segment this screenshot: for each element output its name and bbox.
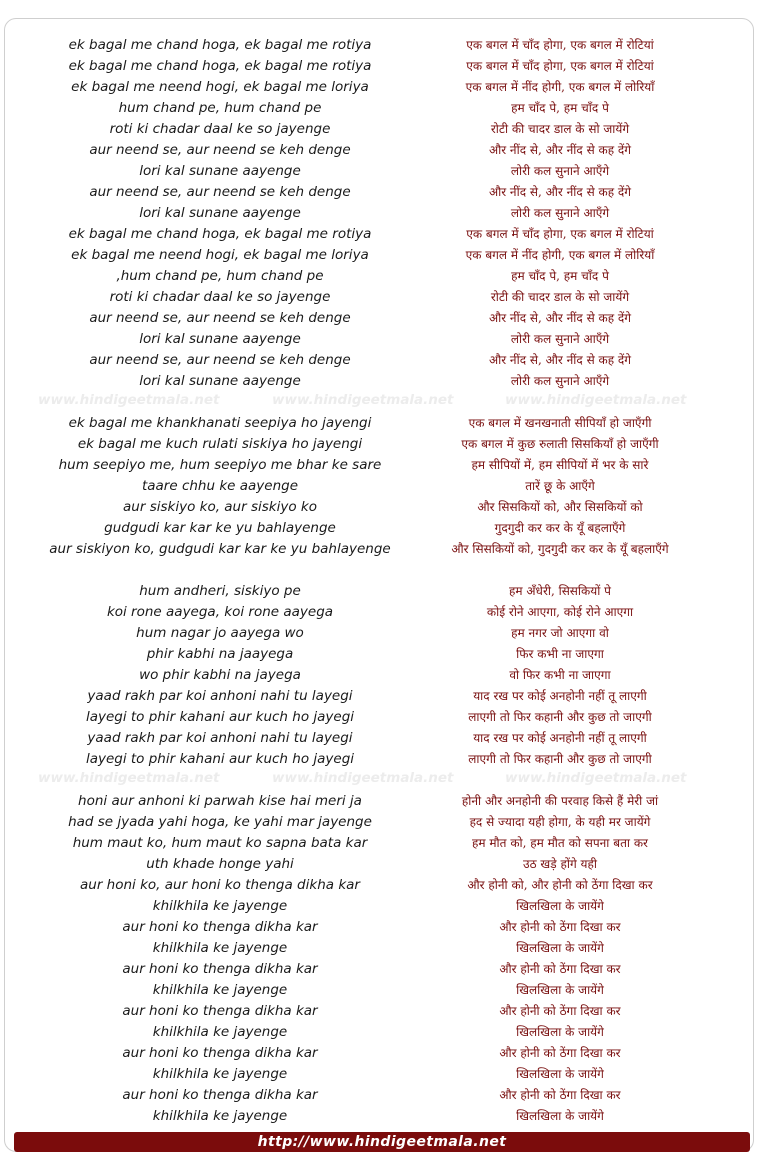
lyric-roman: uth khade honge yahi xyxy=(146,856,294,872)
lyric-line xyxy=(0,833,760,854)
lyric-line xyxy=(0,1085,760,1106)
watermark-row xyxy=(0,770,760,790)
lyric-devanagari: खिलखिला के जायेंगे xyxy=(516,1109,604,1123)
lyric-line xyxy=(0,371,760,392)
lyric-devanagari: और नींद से, और नींद से कह देंगे xyxy=(488,185,632,199)
lyric-devanagari: और होनी को ठेंगा दिखा कर xyxy=(499,920,621,934)
lyric-devanagari: वो फिर कभी ना जाएगा xyxy=(509,668,611,682)
lyric-line xyxy=(0,182,760,203)
lyric-line xyxy=(0,980,760,1001)
lyric-roman: khilkhila ke jayenge xyxy=(152,1108,288,1124)
lyric-roman: hum seepiyo me, hum seepiyo me bhar ke sare xyxy=(58,457,382,473)
lyric-devanagari: खिलखिला के जायेंगे xyxy=(516,899,604,913)
lyric-devanagari: उठ खड़े होंगे यही xyxy=(523,857,597,871)
lyric-devanagari: खिलखिला के जायेंगे xyxy=(516,941,604,955)
watermark-text: www.hindigeetmala.net xyxy=(505,392,687,408)
lyric-line xyxy=(0,119,760,140)
lyric-devanagari: और होनी को, और होनी को ठेंगा दिखा कर xyxy=(467,878,653,892)
lyric-line xyxy=(0,1043,760,1064)
lyric-line xyxy=(0,539,760,560)
lyric-devanagari: और सिसकियों को, गुदगुदी कर कर के यूँ बहलाएँगे xyxy=(451,542,669,556)
lyric-roman: gudgudi kar kar ke yu bahlayenge xyxy=(104,520,336,536)
lyric-roman: aur honi ko, aur honi ko thenga dikha kar xyxy=(80,877,360,893)
lyric-roman: aur neend se, aur neend se keh denge xyxy=(89,142,351,158)
lyric-roman: aur neend se, aur neend se keh denge xyxy=(89,310,351,326)
lyric-line xyxy=(0,1064,760,1085)
lyric-devanagari: एक बगल में चाँद होगा, एक बगल में रोटियां xyxy=(466,38,654,52)
lyric-roman: aur honi ko thenga dikha kar xyxy=(122,1087,318,1103)
lyric-roman: aur siskiyo ko, aur siskiyo ko xyxy=(123,499,317,515)
footer-bar xyxy=(14,1132,750,1152)
watermark-text: www.hindigeetmala.net xyxy=(272,392,454,408)
lyric-devanagari: एक बगल में चाँद होगा, एक बगल में रोटियां xyxy=(466,59,654,73)
lyric-line xyxy=(0,140,760,161)
lyric-line xyxy=(0,518,760,539)
lyric-roman: hum andheri, siskiyo pe xyxy=(139,583,301,599)
lyric-devanagari: रोटी की चादर डाल के सो जायेंगे xyxy=(490,122,630,136)
lyric-line xyxy=(0,854,760,875)
lyric-devanagari: लाएगी तो फिर कहानी और कुछ तो जाएगी xyxy=(468,710,652,724)
lyric-line xyxy=(0,455,760,476)
lyric-roman: ek bagal me chand hoga, ek bagal me rotiya xyxy=(68,58,372,74)
lyric-devanagari: और नींद से, और नींद से कह देंगे xyxy=(488,311,632,325)
lyric-roman: aur neend se, aur neend se keh denge xyxy=(89,352,351,368)
lyric-devanagari: याद रख पर कोई अनहोनी नहीं तू लाएगी xyxy=(473,689,647,703)
lyric-roman: layegi to phir kahani aur kuch ho jayegi xyxy=(85,709,355,725)
lyric-line xyxy=(0,413,760,434)
lyric-roman: khilkhila ke jayenge xyxy=(152,982,288,998)
lyric-roman: ek bagal me chand hoga, ek bagal me rotiya xyxy=(68,226,372,242)
lyric-line xyxy=(0,203,760,224)
lyric-devanagari: खिलखिला के जायेंगे xyxy=(516,1067,604,1081)
lyric-roman: roti ki chadar daal ke so jayenge xyxy=(109,121,331,137)
lyric-line xyxy=(0,581,760,602)
lyric-line xyxy=(0,245,760,266)
lyric-roman: yaad rakh par koi anhoni nahi tu layegi xyxy=(87,730,353,746)
lyric-line xyxy=(0,308,760,329)
lyric-roman: ek bagal me kuch rulati siskiya ho jayengi xyxy=(77,436,363,452)
lyric-roman: khilkhila ke jayenge xyxy=(152,1066,288,1082)
lyric-line xyxy=(0,707,760,728)
lyric-roman: had se jyada yahi hoga, ke yahi mar jayenge xyxy=(68,814,372,830)
lyric-roman: aur honi ko thenga dikha kar xyxy=(122,961,318,977)
lyric-line xyxy=(0,287,760,308)
lyric-devanagari: लाएगी तो फिर कहानी और कुछ तो जाएगी xyxy=(468,752,652,766)
lyric-roman: roti ki chadar daal ke so jayenge xyxy=(109,289,331,305)
lyric-roman: khilkhila ke jayenge xyxy=(152,940,288,956)
lyric-roman: lori kal sunane aayenge xyxy=(139,373,301,389)
lyric-line xyxy=(0,1001,760,1022)
lyric-devanagari: लोरी कल सुनाने आएँगे xyxy=(510,332,610,346)
lyric-devanagari: खिलखिला के जायेंगे xyxy=(516,983,604,997)
lyric-line xyxy=(0,350,760,371)
lyric-devanagari: हम मौत को, हम मौत को सपना बता कर xyxy=(472,836,648,850)
lyric-devanagari: हद से ज्यादा यही होगा, के यही मर जायेंगे xyxy=(469,815,651,829)
lyric-line xyxy=(0,98,760,119)
lyric-line xyxy=(0,917,760,938)
lyric-roman: aur honi ko thenga dikha kar xyxy=(122,1003,318,1019)
lyric-devanagari: तारें छू के आएँगे xyxy=(525,479,595,493)
lyric-roman: hum maut ko, hum maut ko sapna bata kar xyxy=(72,835,368,851)
lyric-line xyxy=(0,161,760,182)
lyric-devanagari: रोटी की चादर डाल के सो जायेंगे xyxy=(490,290,630,304)
lyric-devanagari: एक बगल में नींद होगी, एक बगल में लोरियाँ xyxy=(465,248,655,262)
lyric-devanagari: हम नगर जो आएगा वो xyxy=(511,626,609,640)
lyric-devanagari: और होनी को ठेंगा दिखा कर xyxy=(499,1004,621,1018)
lyric-line xyxy=(0,623,760,644)
lyric-devanagari: और होनी को ठेंगा दिखा कर xyxy=(499,962,621,976)
lyric-roman: ,hum chand pe, hum chand pe xyxy=(116,268,324,284)
lyric-roman: koi rone aayega, koi rone aayega xyxy=(106,604,334,620)
lyric-devanagari: हम चाँद पे, हम चाँद पे xyxy=(511,269,609,283)
lyric-roman: khilkhila ke jayenge xyxy=(152,898,288,914)
lyric-roman: aur siskiyon ko, gudgudi kar kar ke yu bahlayenge xyxy=(49,541,391,557)
watermark-text: www.hindigeetmala.net xyxy=(505,770,687,786)
lyric-roman: lori kal sunane aayenge xyxy=(139,331,301,347)
lyric-devanagari: गुदगुदी कर कर के यूँ बहलाएँगे xyxy=(494,521,626,535)
lyric-devanagari: हम सीपियों में, हम सीपियों में भर के सारे xyxy=(471,458,649,472)
lyric-line xyxy=(0,497,760,518)
lyric-line xyxy=(0,749,760,770)
lyric-devanagari: और होनी को ठेंगा दिखा कर xyxy=(499,1088,621,1102)
lyric-roman: taare chhu ke aayenge xyxy=(141,478,299,494)
watermark-row xyxy=(0,392,760,412)
lyric-line xyxy=(0,686,760,707)
lyric-devanagari: एक बगल में नींद होगी, एक बगल में लोरियाँ xyxy=(465,80,655,94)
lyric-devanagari: लोरी कल सुनाने आएँगे xyxy=(510,206,610,220)
lyric-line xyxy=(0,224,760,245)
lyric-devanagari: कोई रोने आएगा, कोई रोने आएगा xyxy=(486,605,634,619)
lyric-devanagari: फिर कभी ना जाएगा xyxy=(516,647,604,661)
lyric-line xyxy=(0,728,760,749)
lyric-roman: khilkhila ke jayenge xyxy=(152,1024,288,1040)
lyric-roman: ek bagal me neend hogi, ek bagal me loriya xyxy=(71,79,369,95)
lyric-devanagari: और सिसकियों को, और सिसकियों को xyxy=(477,500,643,514)
lyric-devanagari: होनी और अनहोनी की परवाह किसे हैं मेरी जां xyxy=(461,794,659,808)
lyric-devanagari: एक बगल में कुछ रुलाती सिसकियाँ हो जाएँगी xyxy=(461,437,659,451)
lyric-line xyxy=(0,896,760,917)
lyric-line xyxy=(0,77,760,98)
lyric-line xyxy=(0,35,760,56)
lyric-roman: hum chand pe, hum chand pe xyxy=(118,100,322,116)
lyric-roman: ek bagal me khankhanati seepiya ho jayengi xyxy=(68,415,372,431)
lyric-line xyxy=(0,1106,760,1127)
lyric-roman: aur neend se, aur neend se keh denge xyxy=(89,184,351,200)
lyric-devanagari: एक बगल में चाँद होगा, एक बगल में रोटियां xyxy=(466,227,654,241)
lyric-line xyxy=(0,266,760,287)
lyric-roman: lori kal sunane aayenge xyxy=(139,205,301,221)
lyric-roman: hum nagar jo aayega wo xyxy=(136,625,304,641)
lyric-devanagari: एक बगल में खनखनाती सीपियाँ हो जाएँगी xyxy=(468,416,652,430)
lyric-roman: ek bagal me chand hoga, ek bagal me rotiya xyxy=(68,37,372,53)
lyric-devanagari: और नींद से, और नींद से कह देंगे xyxy=(488,143,632,157)
watermark-text: www.hindigeetmala.net xyxy=(38,392,220,408)
lyric-line xyxy=(0,434,760,455)
lyric-roman: wo phir kabhi na jayega xyxy=(139,667,301,683)
lyric-line xyxy=(0,812,760,833)
lyric-roman: ek bagal me neend hogi, ek bagal me loriya xyxy=(71,247,369,263)
lyric-roman: lori kal sunane aayenge xyxy=(139,163,301,179)
lyric-line xyxy=(0,791,760,812)
lyric-devanagari: लोरी कल सुनाने आएँगे xyxy=(510,374,610,388)
lyric-roman: layegi to phir kahani aur kuch ho jayegi xyxy=(85,751,355,767)
lyric-devanagari: याद रख पर कोई अनहोनी नहीं तू लाएगी xyxy=(473,731,647,745)
lyric-devanagari: लोरी कल सुनाने आएँगे xyxy=(510,164,610,178)
lyric-devanagari: और होनी को ठेंगा दिखा कर xyxy=(499,1046,621,1060)
lyric-roman: aur honi ko thenga dikha kar xyxy=(122,1045,318,1061)
lyric-line xyxy=(0,476,760,497)
lyric-line xyxy=(0,602,760,623)
watermark-text: www.hindigeetmala.net xyxy=(38,770,220,786)
lyric-line xyxy=(0,938,760,959)
lyric-devanagari: हम चाँद पे, हम चाँद पे xyxy=(511,101,609,115)
lyric-devanagari: खिलखिला के जायेंगे xyxy=(516,1025,604,1039)
lyric-roman: yaad rakh par koi anhoni nahi tu layegi xyxy=(87,688,353,704)
lyric-line xyxy=(0,329,760,350)
lyric-line xyxy=(0,644,760,665)
lyric-line xyxy=(0,665,760,686)
lyric-roman: phir kabhi na jaayega xyxy=(146,646,294,662)
lyric-line xyxy=(0,875,760,896)
watermark-text: www.hindigeetmala.net xyxy=(272,770,454,786)
lyric-line xyxy=(0,56,760,77)
lyric-roman: honi aur anhoni ki parwah kise hai meri ja xyxy=(78,793,362,809)
lyric-line xyxy=(0,959,760,980)
lyric-devanagari: और नींद से, और नींद से कह देंगे xyxy=(488,353,632,367)
lyric-line xyxy=(0,1022,760,1043)
footer-site-link[interactable]: http://www.hindigeetmala.net xyxy=(257,1134,507,1150)
lyric-devanagari: हम अँधेरी, सिसकियों पे xyxy=(509,584,611,598)
lyric-roman: aur honi ko thenga dikha kar xyxy=(122,919,318,935)
